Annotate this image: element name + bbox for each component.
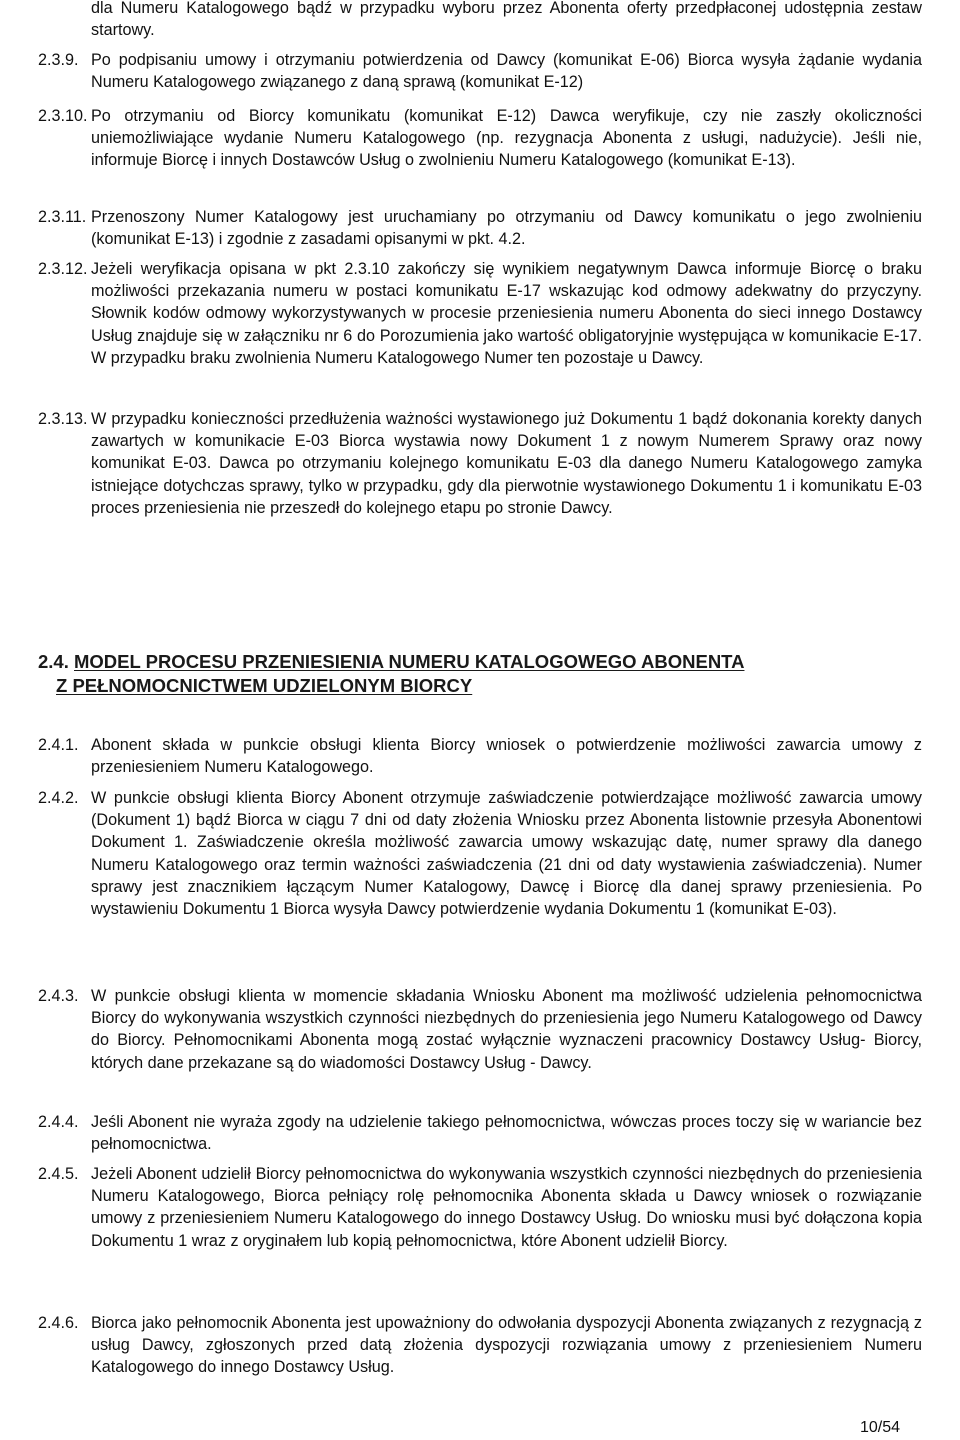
paragraph-2-3-12 bbox=[38, 258, 922, 369]
heading-line-2: Z PEŁNOMOCNICTWEM UDZIELONYM BIORCY bbox=[56, 675, 473, 696]
item-number: 2.3.10. bbox=[38, 107, 88, 125]
item-text: W punkcie obsługi klienta Biorcy Abonent otrzymuje zaświadczenie potwierdzające możliwość zawarcia umowy (Dokument 1) bądź Biorca w ciągu 7 dni od daty złożenia Wniosku przez Abonenta listownie przesyła Abonentowi Dokument 1. Zaświadczenie określa możliwość zawarcia umowy wskazując datę, numer sprawy dla danego Numeru Katalogowego oraz termin ważności zaświadczenia (21 dni od daty wystawienia zaświadczenia). Numer sprawy jest znacznikiem łączącym Numer Katalogowy, Dawcę i Biorcę dla danej sprawy przeniesienia. Po wystawieniu Dokumentu 1 Biorca wysyła Dawcy potwierdzenie wydania Dokumentu 1 (komunikat E-03). bbox=[91, 789, 922, 919]
item-number: 2.4.5. bbox=[38, 1165, 79, 1183]
paragraph-2-4-3 bbox=[38, 985, 922, 1074]
item-number: 2.4.6. bbox=[38, 1314, 79, 1332]
item-number: 2.3.13. bbox=[38, 410, 88, 428]
item-text: Po podpisaniu umowy i otrzymaniu potwierdzenia od Dawcy (komunikat E-06) Biorca wysyła żądanie wydania Numeru Katalogowego związanego z daną sprawą (komunikat E-12) bbox=[91, 51, 922, 92]
section-heading-2-4 bbox=[38, 650, 938, 698]
item-text: Abonent składa w punkcie obsługi klienta Biorcy wniosek o potwierdzenie możliwości zawarcia umowy z przeniesieniem Numeru Katalogowego. bbox=[91, 736, 922, 777]
item-number: 2.3.9. bbox=[38, 51, 79, 69]
paragraph-2-4-6 bbox=[38, 1312, 922, 1379]
heading-line-1: MODEL PROCESU PRZENIESIENIA NUMERU KATALOGOWEGO ABONENTA bbox=[74, 651, 745, 672]
top-continuation-paragraph bbox=[38, 0, 922, 41]
page-number: 10/54 bbox=[859, 1419, 900, 1436]
paragraph-2-3-10 bbox=[38, 105, 922, 172]
item-number: 2.3.11. bbox=[38, 208, 87, 226]
heading-number: 2.4. bbox=[38, 651, 69, 672]
paragraph-2-3-9 bbox=[38, 49, 922, 93]
paragraph-2-4-1 bbox=[38, 734, 922, 778]
paragraph-2-3-11 bbox=[38, 206, 922, 250]
item-number: 2.4.1. bbox=[38, 736, 79, 754]
item-text: W punkcie obsługi klienta w momencie składania Wniosku Abonent ma możliwość udzielenia pełnomocnictwa Biorcy do wykonywania wszystkich czynności niezbędnych do przeniesienia jego Numeru Katalogowego od Dawcy do Biorcy. Pełnomocnikami Abonenta mogą zostać wyłącznie wyznaczeni pracownicy Dostawcy Usług- Biorcy, których dane przekazane są do wiadomości Dostawcy Usług - Dawcy. bbox=[91, 987, 922, 1072]
item-text: W przypadku konieczności przedłużenia ważności wystawionego już Dokumentu 1 bądź dokonania korekty danych zawartych w komunikacie E-03 Biorca wystawia nowy Dokument 1 z nowym Numerem Sprawy oraz nowy komunikat E-03. Dawca po otrzymaniu kolejnego komunikatu E-03 dla danego Numeru Katalogowego zamyka istniejące dotychczas sprawy, tylko w przypadku, gdy dla pierwotnie wystawionego Dokumentu 1 i komunikatu E-03 proces przeniesienia nie przeszedł do kolejnego etapu po stronie Dawcy. bbox=[91, 410, 922, 517]
item-text: Jeśli Abonent nie wyraża zgody na udzielenie takiego pełnomocnictwa, wówczas proces toczy się w wariancie bez pełnomocnictwa. bbox=[91, 1113, 922, 1154]
item-number: 2.4.2. bbox=[38, 789, 79, 807]
paragraph-2-4-2 bbox=[38, 787, 922, 920]
item-text: Po otrzymaniu od Biorcy komunikatu (komunikat E-12) Dawca weryfikuje, czy nie zaszły okoliczności uniemożliwiające wydanie Numeru Katalogowego (np. rezygnacja Abonenta z usługi, nadużycie). Jeśli nie, informuje Biorcę i innych Dostawców Usług o zwolnieniu Numeru Katalogowego (komunikat E-13). bbox=[91, 107, 922, 170]
paragraph-2-4-5 bbox=[38, 1163, 922, 1252]
item-text: Jeżeli Abonent udzielił Biorcy pełnomocnictwa do wykonywania wszystkich czynności niezbędnych do przeniesienia Numeru Katalogowego, Biorca pełniący rolę pełnomocnika Abonenta składa u Dawcy wniosek o rozwiązanie umowy z przeniesieniem Numeru Katalogowego do innego Dostawcy Usług. Do wniosku musi być dołączona kopia Dokumentu 1 wraz z oryginałem lub kopią pełnomocnictwa, które Abonent udzielił Biorcy. bbox=[91, 1165, 922, 1250]
item-number: 2.3.12. bbox=[38, 260, 88, 278]
paragraph-2-4-4 bbox=[38, 1111, 922, 1155]
continuation-text: dla Numeru Katalogowego bądź w przypadku wyboru przez Abonenta oferty przedpłaconej udostępnia zestaw startowy. bbox=[91, 0, 922, 40]
item-number: 2.4.4. bbox=[38, 1113, 79, 1131]
item-number: 2.4.3. bbox=[38, 987, 79, 1005]
paragraph-2-3-13 bbox=[38, 408, 922, 519]
item-text: Przenoszony Numer Katalogowy jest uruchamiany po otrzymaniu od Dawcy komunikatu o jego zwolnieniu (komunikat E-13) i zgodnie z zasadami opisanymi w pkt. 4.2. bbox=[91, 208, 922, 249]
item-text: Biorca jako pełnomocnik Abonenta jest upoważniony do odwołania dyspozycji Abonenta związanych z rezygnacją z usług Dawcy, zgłoszonych przed datą złożenia dyspozycji rozwiązania umowy z przeniesieniem Numeru Katalogowego do innego Dostawcy Usług. bbox=[91, 1314, 922, 1377]
item-text: Jeżeli weryfikacja opisana w pkt 2.3.10 zakończy się wynikiem negatywnym Dawca informuje Biorcę o braku możliwości przekazania numeru w postaci komunikatu E-17 wskazując kod odmowy adekwatny do przyczyny. Słownik kodów odmowy wykorzystywanych w procesie przeniesienia numeru Abonenta do sieci innego Dostawcy Usług znajduje się w załączniku nr 6 do Porozumienia jako wartość obligatoryjnie występująca w komunikacie E-17. W przypadku braku zwolnienia Numeru Katalogowego Numer ten pozostaje u Dawcy. bbox=[91, 260, 922, 367]
